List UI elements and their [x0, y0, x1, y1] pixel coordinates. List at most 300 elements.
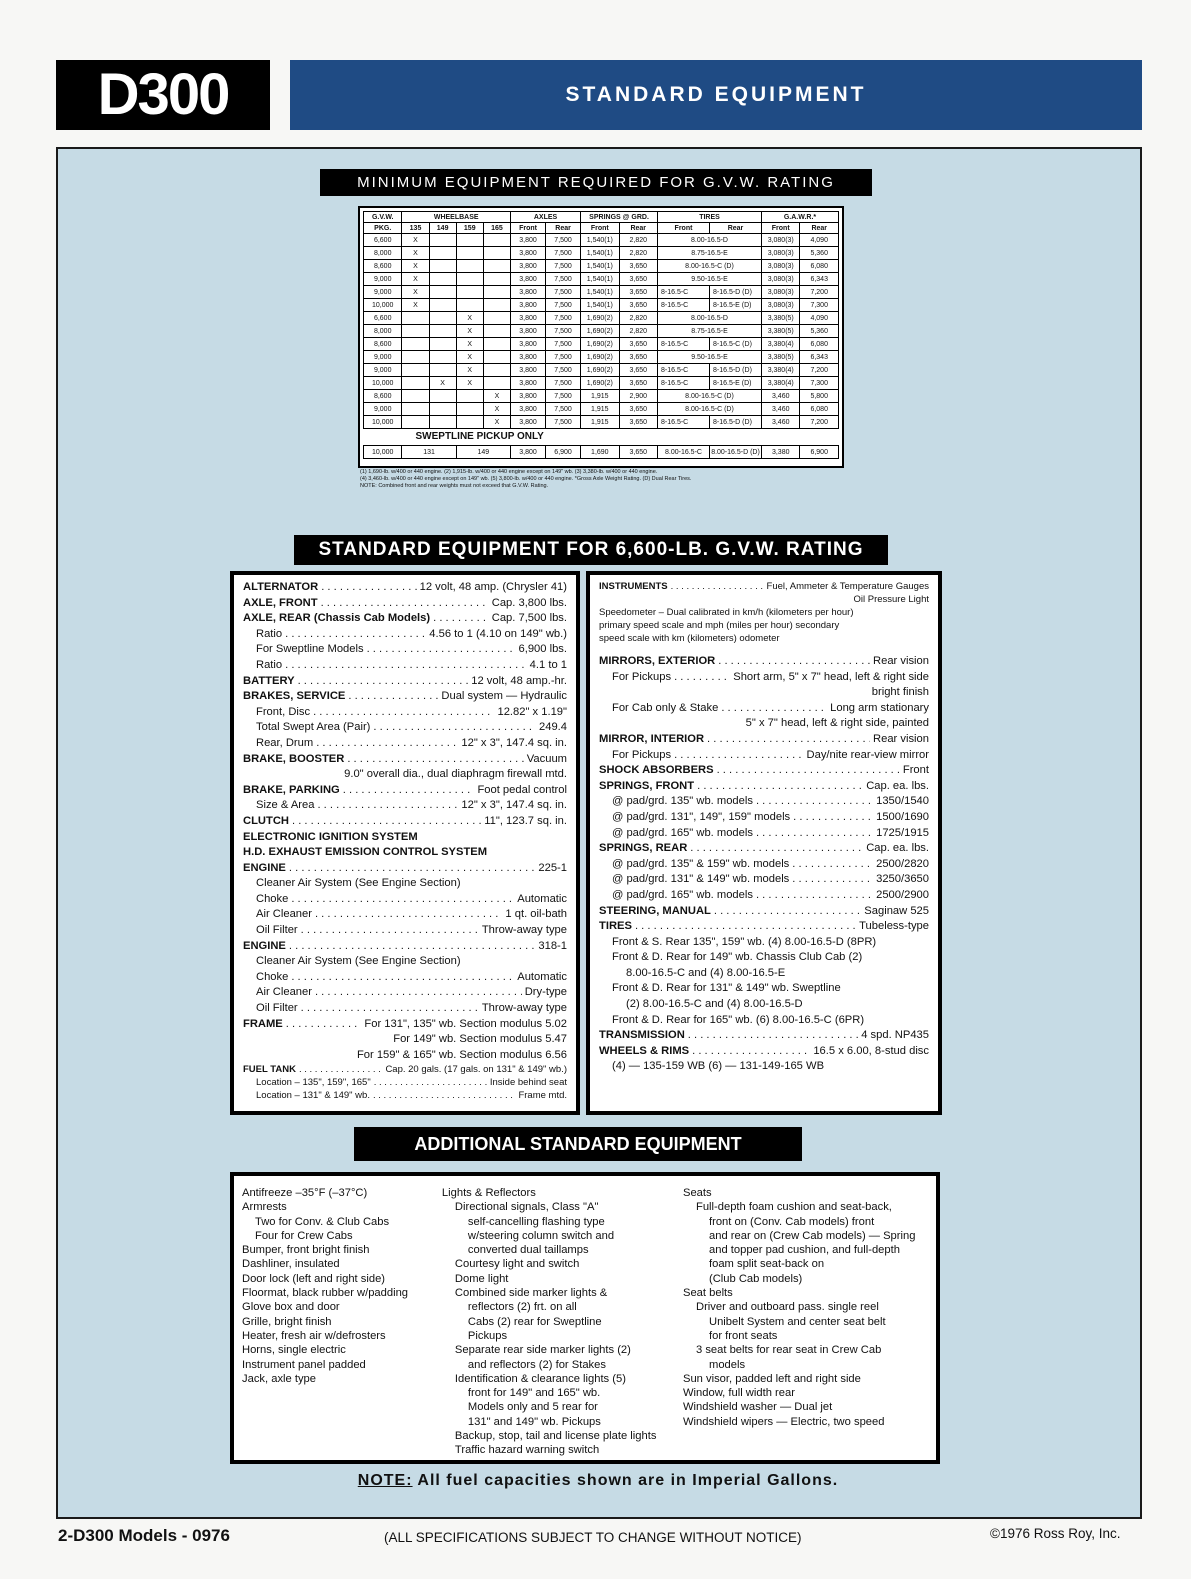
table-cell: [429, 234, 456, 247]
table-cell: 6,343: [800, 273, 839, 286]
table-cell: 10,000: [364, 446, 402, 459]
spec-list-left: [230, 571, 580, 1115]
spec-continuation: [243, 767, 567, 783]
table-cell: [402, 312, 429, 325]
spec-line: [243, 892, 567, 908]
spec-key: Choke: [256, 892, 289, 905]
list-item: Lights & Reflectors: [441, 1187, 536, 1199]
leader-dots: [289, 861, 535, 877]
list-item: Identification & clearance lights (5): [454, 1372, 626, 1385]
page-title: STANDARD EQUIPMENT: [290, 60, 1142, 130]
table-cell: 7,500: [546, 416, 581, 429]
table-cell: X: [456, 338, 483, 351]
list-item: Grille, bright finish: [242, 1315, 332, 1328]
table-cell: 3,080(3): [762, 286, 800, 299]
table-cell: 8-16.5-E (D): [710, 377, 762, 390]
leader-dots: [321, 596, 489, 612]
spec-key: Front, Disc: [256, 705, 311, 718]
table-cell: [402, 377, 429, 390]
table-cell: 3,800: [511, 325, 546, 338]
leader-dots: [286, 1017, 362, 1033]
spec-key: INSTRUMENTS: [599, 581, 668, 592]
table-cell: X: [456, 325, 483, 338]
leader-dots: [792, 872, 873, 888]
table-row: [364, 351, 839, 364]
spec-line: [599, 794, 929, 810]
spec-value: Cap. ea. lbs.: [866, 842, 929, 855]
list-item: Courtesy light and switch: [454, 1258, 580, 1271]
list-item: Four for Crew Cabs: [255, 1229, 353, 1242]
spec-line: [243, 1017, 567, 1033]
table-cell: X: [483, 416, 510, 429]
table-cell: X: [402, 273, 429, 286]
spec-text: 8.00-16.5-C and (4) 8.00-16.5-E: [626, 966, 786, 979]
gvw-table-box: [358, 206, 844, 468]
table-cell: 3,460: [762, 390, 800, 403]
spec-line: [243, 985, 567, 1001]
spec-text: Front & D. Rear for 165" wb. (6) 8.00-16.5-C (6PR): [612, 1013, 865, 1026]
table-cell: 7,500: [546, 377, 581, 390]
leader-dots: [718, 654, 870, 670]
table-cell: 3,800: [511, 247, 546, 260]
table-cell: [456, 299, 483, 312]
table-cell: 7,500: [546, 338, 581, 351]
table-row: [364, 338, 839, 351]
spec-key: For Pickups: [612, 748, 672, 761]
spec-key: Air Cleaner: [256, 986, 312, 999]
gvw-sub-header: Rear: [546, 223, 581, 234]
spec-value: For 131", 135" wb. Section modulus 5.02: [364, 1017, 567, 1030]
spec-value: 249.4: [539, 721, 567, 734]
spec-value: 3250/3650: [876, 873, 929, 886]
spec-line: [243, 783, 567, 799]
list-item: Full-depth foam cushion and seat-back,: [696, 1201, 892, 1214]
spec-line: [243, 1076, 567, 1089]
gvw-group-header: TIRES: [657, 212, 761, 223]
spec-value: 12 volt, 48 amp.-hr.: [471, 674, 567, 687]
spec-value: Short arm, 5" x 7" head, left & right side: [733, 670, 929, 683]
gvw-table: [363, 211, 839, 459]
leader-dots: [756, 888, 873, 904]
table-cell: [429, 338, 456, 351]
leader-dots: [721, 701, 827, 717]
content-panel: [56, 147, 1142, 1519]
table-cell: 3,650: [619, 286, 657, 299]
table-cell: 8,000: [364, 325, 402, 338]
table-cell: 8-16.5-D (D): [710, 416, 762, 429]
table-cell: 3,380(4): [762, 364, 800, 377]
spec-value: Automatic: [517, 892, 567, 905]
leader-dots: [348, 689, 438, 705]
spec-key: BRAKES, SERVICE: [243, 690, 346, 703]
spec-text: Front & D. Rear for 131" & 149" wb. Sweptline: [612, 982, 841, 995]
gvw-sub-header-row: [364, 223, 839, 234]
leader-dots: [688, 1028, 858, 1044]
table-cell: 10,000: [364, 377, 402, 390]
table-row: [364, 312, 839, 325]
table-cell: 7,500: [546, 286, 581, 299]
leader-dots: [697, 779, 863, 795]
spec-value: 1350/1540: [876, 795, 929, 808]
table-cell: [429, 351, 456, 364]
spec-value: 4.56 to 1 (4.10 on 149" wb.): [429, 627, 567, 640]
table-cell: 2,820: [619, 234, 657, 247]
table-cell: 7,500: [546, 390, 581, 403]
spec-value: Cap. 20 gals. (17 gals. on 131" & 149" wb.): [385, 1064, 567, 1076]
table-cell: [429, 273, 456, 286]
spec-value: 1725/1915: [876, 826, 929, 839]
spec-value: Oil Pressure Light: [853, 594, 929, 605]
leader-dots: [367, 642, 516, 658]
table-cell: 8-16.5-E (D): [710, 299, 762, 312]
table-cell: 3,800: [511, 364, 546, 377]
spec-continuation: [599, 716, 929, 732]
table-cell: 8-16.5-C (D): [710, 338, 762, 351]
table-cell: 8.75-16.5-E: [657, 325, 761, 338]
spec-value: Cap. 3,800 lbs.: [491, 596, 567, 609]
table-cell: [402, 390, 429, 403]
spec-value: 12" x 3", 147.4 sq. in.: [461, 736, 567, 749]
list-item: Horns, single electric: [242, 1344, 346, 1357]
additional-column-1: [242, 1186, 442, 1450]
table-cell: 6,343: [800, 351, 839, 364]
standard-equipment-title: STANDARD EQUIPMENT FOR 6,600-LB. G.V.W. RATING: [294, 535, 888, 565]
leader-dots: [674, 670, 730, 686]
table-cell: [483, 299, 510, 312]
spec-key: SPRINGS, REAR: [599, 842, 688, 855]
list-item: and rear on (Crew Cab models) — Spring: [709, 1229, 916, 1242]
table-cell: 3,380(4): [762, 377, 800, 390]
copyright: ©1976 Ross Roy, Inc.: [990, 1526, 1121, 1541]
leader-dots: [674, 748, 803, 764]
table-cell: 6,600: [364, 234, 402, 247]
table-cell: 3,080(3): [762, 234, 800, 247]
table-cell: 3,800: [511, 299, 546, 312]
list-item: Jack, axle type: [242, 1372, 316, 1385]
table-cell: 7,500: [546, 403, 581, 416]
table-cell: [483, 273, 510, 286]
table-cell: X: [456, 377, 483, 390]
table-cell: 3,650: [619, 377, 657, 390]
spec-line: [243, 736, 567, 752]
list-item: Cabs (2) rear for Sweptline: [467, 1315, 602, 1328]
model-logo: D300: [56, 60, 270, 130]
spec-value: Tubeless-type: [859, 920, 929, 933]
table-cell: 5,360: [800, 325, 839, 338]
gvw-sub-header: Rear: [800, 223, 839, 234]
table-cell: 1,690: [581, 446, 619, 459]
spec-value: Cap. ea. lbs.: [866, 779, 929, 792]
spec-continuation: [243, 1032, 567, 1048]
table-cell: 8-16.5-C: [657, 377, 709, 390]
spec-key: BRAKE, BOOSTER: [243, 752, 345, 765]
additional-column-2: [441, 1186, 683, 1457]
table-cell: 1,540(1): [581, 273, 619, 286]
spec-key: For Pickups: [612, 670, 672, 683]
table-cell: 8.00-16.5-C: [657, 446, 709, 459]
spec-value: 2500/2820: [876, 857, 929, 870]
table-cell: 1,690(2): [581, 312, 619, 325]
gvw-sub-header: Rear: [710, 223, 762, 234]
table-cell: 8.00-16.5-D: [657, 234, 761, 247]
table-cell: 6,080: [800, 260, 839, 273]
leader-dots: [692, 1044, 810, 1060]
gvw-sub-header: Front: [511, 223, 546, 234]
spec-line: [599, 919, 929, 935]
leader-dots: [373, 1089, 515, 1102]
list-item: Armrests: [242, 1201, 287, 1214]
table-cell: X: [429, 377, 456, 390]
table-cell: 3,800: [511, 351, 546, 364]
spec-value: Dual system — Hydraulic: [441, 690, 567, 703]
list-item: converted dual taillamps: [467, 1244, 589, 1257]
spec-line: [599, 950, 929, 966]
table-cell: 7,200: [800, 416, 839, 429]
spec-line: [599, 904, 929, 920]
leader-dots: [291, 892, 514, 908]
spec-line: [243, 861, 567, 877]
list-item: foam split seat-back on: [709, 1258, 825, 1271]
spec-key: For Cab only & Stake: [612, 701, 719, 714]
leader-dots: [714, 904, 861, 920]
spec-value: Fuel, Ammeter & Temperature Gauges: [766, 581, 929, 592]
table-cell: [456, 234, 483, 247]
table-cell: 3,800: [511, 403, 546, 416]
note-text: All fuel capacities shown are in Imperial Gallons.: [412, 1472, 839, 1489]
spec-line: [599, 779, 929, 795]
spec-line: [243, 845, 567, 861]
spec-key: ENGINE: [243, 939, 286, 952]
table-cell: [456, 273, 483, 286]
spec-key: @ pad/grd. 135" & 159" wb. models: [612, 857, 790, 870]
gvw-sub-header: 149: [429, 223, 456, 234]
spec-line: [243, 611, 567, 627]
table-cell: 7,500: [546, 351, 581, 364]
spec-line: [243, 720, 567, 736]
spec-text: primary speed scale and mph (miles per hour) secondary: [599, 620, 840, 631]
table-cell: 8-16.5-C: [657, 364, 709, 377]
spec-text: speed scale with km (kilometers) odometer: [599, 633, 780, 644]
list-item: (Club Cab models): [709, 1272, 803, 1285]
table-cell: [483, 234, 510, 247]
spec-value: 9.0" overall dia., dual diaphragm firewall mtd.: [344, 768, 567, 781]
leader-dots: [313, 705, 494, 721]
spec-key: TIRES: [599, 920, 632, 933]
table-cell: 3,650: [619, 338, 657, 351]
spec-value: Long arm stationary: [830, 701, 929, 714]
table-row: [364, 273, 839, 286]
table-cell: [483, 377, 510, 390]
spec-line: [599, 619, 929, 632]
spec-text: Front & D. Rear for 149" wb. Chassis Club Cab (2): [612, 951, 863, 964]
spec-line: [599, 1044, 929, 1060]
table-cell: [456, 247, 483, 260]
leader-dots: [285, 658, 527, 674]
footnote: NOTE: Combined front and rear weights must not exceed that G.V.W. Rating.: [360, 483, 549, 489]
table-cell: 6,900: [546, 446, 581, 459]
table-cell: 8-16.5-C: [657, 299, 709, 312]
gvw-group-header: G.V.W.: [364, 212, 402, 223]
spec-line: [243, 580, 567, 596]
table-cell: 3,800: [511, 260, 546, 273]
table-cell: 1,690(2): [581, 377, 619, 390]
list-item: Windshield wipers — Electric, two speed: [683, 1415, 885, 1428]
table-cell: [429, 325, 456, 338]
table-cell: 3,080(3): [762, 299, 800, 312]
leader-dots: [299, 1063, 382, 1076]
list-item: Dome light: [454, 1272, 509, 1285]
leader-dots: [301, 923, 479, 939]
leader-dots: [292, 814, 481, 830]
additional-equipment-box: [230, 1172, 940, 1464]
list-item: Pickups: [467, 1329, 508, 1342]
spec-text: Cleaner Air System (See Engine Section): [256, 877, 461, 890]
table-cell: 1,540(1): [581, 299, 619, 312]
spec-key: Total Swept Area (Pair): [256, 721, 371, 734]
spec-key: MIRRORS, EXTERIOR: [599, 655, 716, 667]
fuel-capacity-note: [338, 1470, 858, 1492]
table-row: [364, 390, 839, 403]
gvw-sub-header: Front: [762, 223, 800, 234]
spec-key: Size & Area: [256, 799, 315, 812]
table-cell: 3,080(3): [762, 260, 800, 273]
table-cell: 3,650: [619, 364, 657, 377]
table-cell: 3,800: [511, 377, 546, 390]
table-cell: [483, 312, 510, 325]
list-item: Traffic hazard warning switch: [454, 1444, 600, 1457]
table-cell: 3,650: [619, 273, 657, 286]
spec-line: [599, 810, 929, 826]
spec-value: Saginaw 525: [864, 904, 929, 917]
spec-text: (2) 8.00-16.5-C and (4) 8.00-16.5-D: [626, 998, 803, 1011]
table-cell: 3,080(3): [762, 247, 800, 260]
table-cell: [429, 312, 456, 325]
table-cell: X: [456, 364, 483, 377]
list-item: Floormat, black rubber w/padding: [242, 1287, 409, 1300]
spec-line: [599, 701, 929, 717]
table-cell: 5,800: [800, 390, 839, 403]
spec-key: SHOCK ABSORBERS: [599, 764, 714, 777]
spacer: [599, 645, 929, 654]
table-cell: 7,500: [546, 299, 581, 312]
spec-value: Rear vision: [873, 732, 929, 745]
list-item: models: [709, 1358, 746, 1371]
spec-key: Choke: [256, 970, 289, 983]
table-cell: 7,500: [546, 364, 581, 377]
list-item: Seats: [683, 1187, 712, 1199]
spec-line: [599, 1013, 929, 1029]
list-item: and reflectors (2) for Stakes: [467, 1358, 606, 1371]
table-cell: 4,090: [800, 234, 839, 247]
table-cell: 8,600: [364, 260, 402, 273]
spec-line: [599, 732, 929, 748]
spec-line: [243, 970, 567, 986]
spec-value: 5" x 7" head, left & right side, painted: [745, 717, 929, 730]
spec-line: [599, 606, 929, 619]
list-item: w/steering column switch and: [467, 1229, 615, 1242]
spec-value: Throw-away type: [481, 1002, 567, 1015]
table-cell: X: [402, 247, 429, 260]
table-cell: [402, 403, 429, 416]
spec-key: Location – 135", 159", 165": [256, 1077, 371, 1089]
spec-key: MIRROR, INTERIOR: [599, 732, 705, 745]
spec-value: Inside behind seat: [489, 1077, 567, 1089]
table-cell: 131: [402, 446, 456, 459]
spec-key: @ pad/grd. 135" wb. models: [612, 795, 753, 808]
leader-dots: [374, 1076, 487, 1089]
spec-line: [599, 857, 929, 873]
list-item: reflectors (2) frt. on all: [467, 1301, 577, 1314]
list-item: Windshield washer — Dual jet: [683, 1401, 833, 1414]
spec-value: 6,900 lbs.: [518, 643, 567, 656]
table-cell: 7,500: [546, 325, 581, 338]
gvw-group-header-row: [364, 212, 839, 223]
table-cell: 2,820: [619, 325, 657, 338]
spec-line: [243, 705, 567, 721]
table-cell: 7,500: [546, 273, 581, 286]
sweptline-label-row: [364, 429, 839, 446]
table-cell: [402, 416, 429, 429]
spec-key: Rear, Drum: [256, 736, 314, 749]
spec-text: Front & S. Rear 135", 159" wb. (4) 8.00-16.5-D (8PR): [612, 935, 877, 948]
list-item: Models only and 5 rear for: [467, 1401, 598, 1414]
table-cell: [429, 416, 456, 429]
spec-line: [243, 1063, 567, 1076]
leader-dots: [671, 580, 764, 593]
spec-key: ALTERNATOR: [243, 581, 319, 593]
leader-dots: [298, 674, 469, 690]
spec-value: Automatic: [517, 970, 567, 983]
leader-dots: [285, 627, 426, 643]
spec-key: Ratio: [256, 627, 283, 640]
table-cell: 1,915: [581, 390, 619, 403]
list-item: self-cancelling flashing type: [467, 1215, 605, 1228]
table-cell: 10,000: [364, 299, 402, 312]
table-cell: 9,000: [364, 286, 402, 299]
spec-key: ENGINE: [243, 861, 286, 874]
table-cell: 1,915: [581, 403, 619, 416]
table-cell: 1,540(1): [581, 234, 619, 247]
table-cell: 3,380: [762, 446, 800, 459]
list-item: front on (Conv. Cab models) front: [709, 1215, 875, 1228]
leader-dots: [289, 939, 535, 955]
spec-key: Location – 131" & 149" wb.: [256, 1090, 370, 1102]
spec-text: Speedometer – Dual calibrated in km/h (kilometers per hour): [599, 607, 854, 618]
table-cell: 9,000: [364, 273, 402, 286]
list-item: Door lock (left and right side): [242, 1272, 386, 1285]
spec-line: [243, 923, 567, 939]
gvw-group-header: SPRINGS @ GRD.: [581, 212, 658, 223]
gvw-sub-header: Rear: [619, 223, 657, 234]
table-cell: 2,900: [619, 390, 657, 403]
list-item: Combined side marker lights &: [454, 1287, 608, 1300]
list-item: Heater, fresh air w/defrosters: [242, 1329, 386, 1342]
table-cell: 7,300: [800, 299, 839, 312]
list-item: Seat belts: [683, 1287, 733, 1300]
table-cell: 9,000: [364, 364, 402, 377]
list-item: Dashliner, insulated: [242, 1258, 340, 1271]
table-row: [364, 234, 839, 247]
spec-value: 225-1: [538, 861, 567, 874]
additional-equipment-title: ADDITIONAL STANDARD EQUIPMENT: [354, 1127, 802, 1161]
table-cell: 8.00-16.5-C (D): [657, 403, 761, 416]
spec-line: [243, 752, 567, 768]
gvw-group-header: G.A.W.R.*: [762, 212, 839, 223]
table-row: [364, 247, 839, 260]
table-cell: 3,800: [511, 338, 546, 351]
table-cell: 7,500: [546, 234, 581, 247]
table-cell: 3,800: [511, 446, 546, 459]
